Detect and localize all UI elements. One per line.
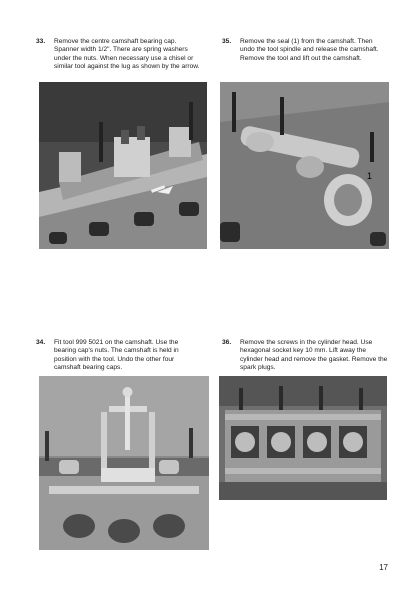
step-34 <box>36 339 206 379</box>
step-number: 34. <box>36 339 46 346</box>
photo-cylinder-head-removed <box>219 376 387 500</box>
step-number: 36. <box>222 339 232 346</box>
page-number: 17 <box>379 563 388 572</box>
step-text: Fit tool 999 5021 on the camshaft. Use the bearing cap's nuts. The camshaft is held in position with the tool. Undo the other four camshaft bearing caps. <box>54 339 179 372</box>
step-text: Remove the centre camshaft bearing cap. Spanner width 1/2". There are spring washers under the nuts. When necessary use a chisel or similar tool against the lug as shown by the arrow. <box>54 38 200 71</box>
photo-camshaft-bearing-cap <box>39 82 207 249</box>
step-35 <box>222 38 392 68</box>
photo-tool-on-camshaft <box>39 376 209 550</box>
step-text: Remove the screws in the cylinder head. Use hexagonal socket key 10 mm. Lift away the cylinder head and remove the gasket. Remove the spark plugs. <box>240 339 388 372</box>
step-number: 35. <box>222 38 232 45</box>
seal-callout-label: 1 <box>367 171 373 181</box>
step-text: Remove the seal (1) from the camshaft. Then undo the tool spindle and release the camshaft. Remove the tool and lift out the camshaft. <box>240 38 379 62</box>
step-36 <box>222 339 392 372</box>
photo-camshaft-seal <box>220 82 389 249</box>
step-33 <box>36 38 206 78</box>
step-number: 33. <box>36 38 46 45</box>
